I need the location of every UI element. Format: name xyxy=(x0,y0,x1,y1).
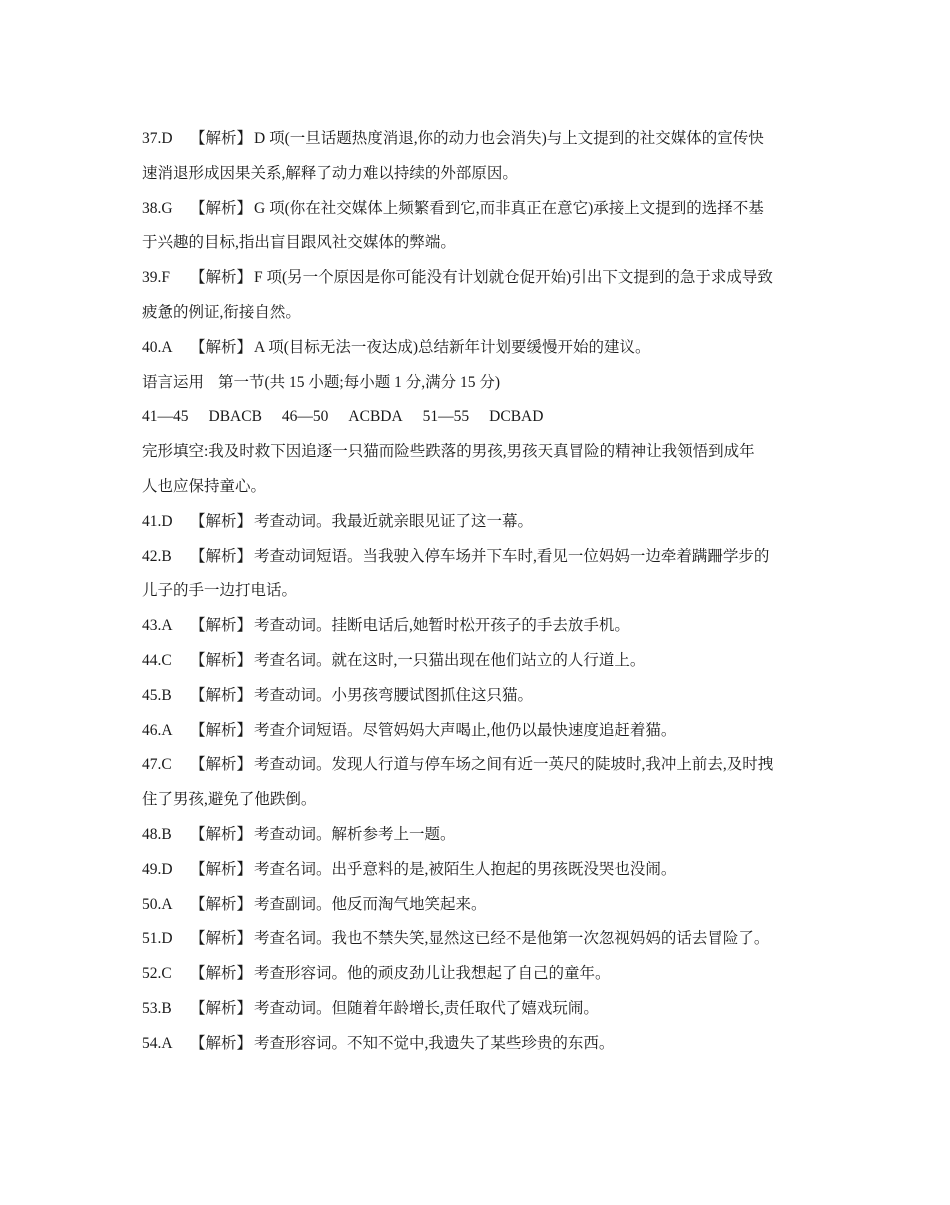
answer-letters: DCBAD xyxy=(489,408,544,426)
question-number: 44.C xyxy=(142,651,172,669)
analysis-tag: 【解析】 xyxy=(190,721,253,739)
question-number: 49.D xyxy=(142,860,173,878)
question-number: 47.C xyxy=(142,756,172,774)
answer-letters: DBACB xyxy=(208,408,262,426)
question-number: 53.B xyxy=(142,999,172,1017)
analysis-text: 疲惫的例证,衔接自然。 xyxy=(142,303,301,321)
analysis-tag: 【解析】 xyxy=(190,1034,253,1052)
answer-range: 46—50 xyxy=(281,408,329,426)
answer-line xyxy=(142,192,810,227)
analysis-text: 考查副词。他反而淘气地笑起来。 xyxy=(254,895,487,913)
answer-line xyxy=(142,644,810,679)
question-number: 38.G xyxy=(142,199,173,217)
analysis-text: 考查名词。出乎意料的是,被陌生人抱起的男孩既没哭也没闹。 xyxy=(254,860,677,878)
analysis-text: 考查动词。我最近就亲眼见证了这一幕。 xyxy=(254,512,534,530)
analysis-tag: 【解析】 xyxy=(190,269,253,287)
section-label: 语言运用 xyxy=(142,373,205,391)
analysis-text: 考查动词。发现人行道与停车场之间有近一英尺的陡坡时,我冲上前去,及时拽 xyxy=(254,756,774,774)
analysis-text: 考查形容词。他的顽皮劲儿让我想起了自己的童年。 xyxy=(254,965,611,983)
question-number: 45.B xyxy=(142,686,172,704)
answer-line xyxy=(142,853,810,888)
analysis-tag: 【解析】 xyxy=(190,999,253,1017)
summary-text: 人也应保持童心。 xyxy=(142,477,267,495)
question-number: 46.A xyxy=(142,721,173,739)
answer-line xyxy=(142,679,810,714)
analysis-tag: 【解析】 xyxy=(190,756,253,774)
analysis-text: 考查介词短语。尽管妈妈大声喝止,他仍以最快速度追赶着猫。 xyxy=(254,721,677,739)
answer-line xyxy=(142,714,810,749)
answer-line-continuation xyxy=(142,296,810,331)
analysis-text: 于兴趣的目标,指出盲目跟风社交媒体的弊端。 xyxy=(142,234,456,252)
answer-line xyxy=(142,748,810,783)
analysis-text: 考查名词。我也不禁失笑,显然这已经不是他第一次忽视妈妈的话去冒险了。 xyxy=(254,930,770,948)
answer-line xyxy=(142,540,810,575)
analysis-text: G 项(你在社交媒体上频繁看到它,而非真正在意它)承接上文提到的选择不基 xyxy=(254,199,764,217)
analysis-text: 儿子的手一边打电话。 xyxy=(142,582,298,600)
answer-line xyxy=(142,957,810,992)
analysis-text: 住了男孩,避免了他跌倒。 xyxy=(142,791,317,809)
analysis-text: 考查动词。但随着年龄增长,责任取代了嬉戏玩闹。 xyxy=(254,999,599,1017)
answer-range: 51—55 xyxy=(422,408,470,426)
answer-line xyxy=(142,505,810,540)
section-detail: 第一节(共 15 小题;每小题 1 分,满分 15 分) xyxy=(218,373,501,391)
answer-line xyxy=(142,818,810,853)
answer-range: 41—45 xyxy=(142,408,189,426)
question-number: 43.A xyxy=(142,617,173,635)
question-number: 37.D xyxy=(142,130,173,147)
answer-line-continuation xyxy=(142,226,810,261)
analysis-text: F 项(另一个原因是你可能没有计划就仓促开始)引出下文提到的急于求成导致 xyxy=(254,269,773,287)
question-number: 48.B xyxy=(142,825,172,843)
question-number: 39.F xyxy=(142,269,170,287)
analysis-tag: 【解析】 xyxy=(190,651,253,669)
analysis-tag: 【解析】 xyxy=(190,338,253,356)
passage-summary xyxy=(142,435,810,470)
analysis-text: 考查动词。挂断电话后,她暂时松开孩子的手去放手机。 xyxy=(254,617,630,635)
summary-text: 完形填空:我及时救下因追逐一只猫而险些跌落的男孩,男孩天真冒险的精神让我领悟到成年 xyxy=(142,443,755,461)
analysis-tag: 【解析】 xyxy=(190,512,253,530)
answer-line-continuation xyxy=(142,783,810,818)
answer-line xyxy=(142,122,810,157)
answer-line xyxy=(142,1027,810,1062)
analysis-text: 速消退形成因果关系,解释了动力难以持续的外部原因。 xyxy=(142,164,518,182)
analysis-text: 考查动词短语。当我驶入停车场并下车时,看见一位妈妈一边牵着蹒跚学步的 xyxy=(254,547,770,565)
answer-line-continuation xyxy=(142,574,810,609)
analysis-text: 考查形容词。不知不觉中,我遗失了某些珍贵的东西。 xyxy=(254,1034,615,1052)
answer-line xyxy=(142,609,810,644)
answer-line xyxy=(142,261,810,296)
analysis-tag: 【解析】 xyxy=(190,930,253,948)
answer-key-body xyxy=(142,122,810,1062)
question-number: 42.B xyxy=(142,547,172,565)
answer-letters: ACBDA xyxy=(348,408,403,426)
analysis-text: 考查名词。就在这时,一只猫出现在他们站立的人行道上。 xyxy=(254,651,646,669)
question-number: 54.A xyxy=(142,1034,173,1052)
analysis-text: A 项(目标无法一夜达成)总结新年计划要缓慢开始的建议。 xyxy=(254,338,651,356)
analysis-text: D 项(一旦话题热度消退,你的动力也会消失)与上文提到的社交媒体的宣传快 xyxy=(254,130,764,147)
question-number: 41.D xyxy=(142,512,173,530)
passage-summary-continuation xyxy=(142,470,810,505)
analysis-tag: 【解析】 xyxy=(190,825,253,843)
analysis-tag: 【解析】 xyxy=(190,547,253,565)
question-number: 50.A xyxy=(142,895,173,913)
analysis-text: 考查动词。小男孩弯腰试图抓住这只猫。 xyxy=(254,686,534,704)
section-heading xyxy=(142,366,810,401)
answer-line xyxy=(142,331,810,366)
analysis-tag: 【解析】 xyxy=(190,965,253,983)
answer-line xyxy=(142,922,810,957)
analysis-tag: 【解析】 xyxy=(190,860,253,878)
answer-line-continuation xyxy=(142,157,810,192)
analysis-tag: 【解析】 xyxy=(190,895,253,913)
answer-line xyxy=(142,992,810,1027)
question-number: 52.C xyxy=(142,965,172,983)
question-number: 51.D xyxy=(142,930,173,948)
analysis-tag: 【解析】 xyxy=(190,130,253,147)
answer-key-row xyxy=(142,400,810,435)
question-number: 40.A xyxy=(142,338,173,356)
analysis-tag: 【解析】 xyxy=(190,617,253,635)
analysis-text: 考查动词。解析参考上一题。 xyxy=(254,825,456,843)
answer-line xyxy=(142,888,810,923)
analysis-tag: 【解析】 xyxy=(190,199,253,217)
analysis-tag: 【解析】 xyxy=(190,686,253,704)
